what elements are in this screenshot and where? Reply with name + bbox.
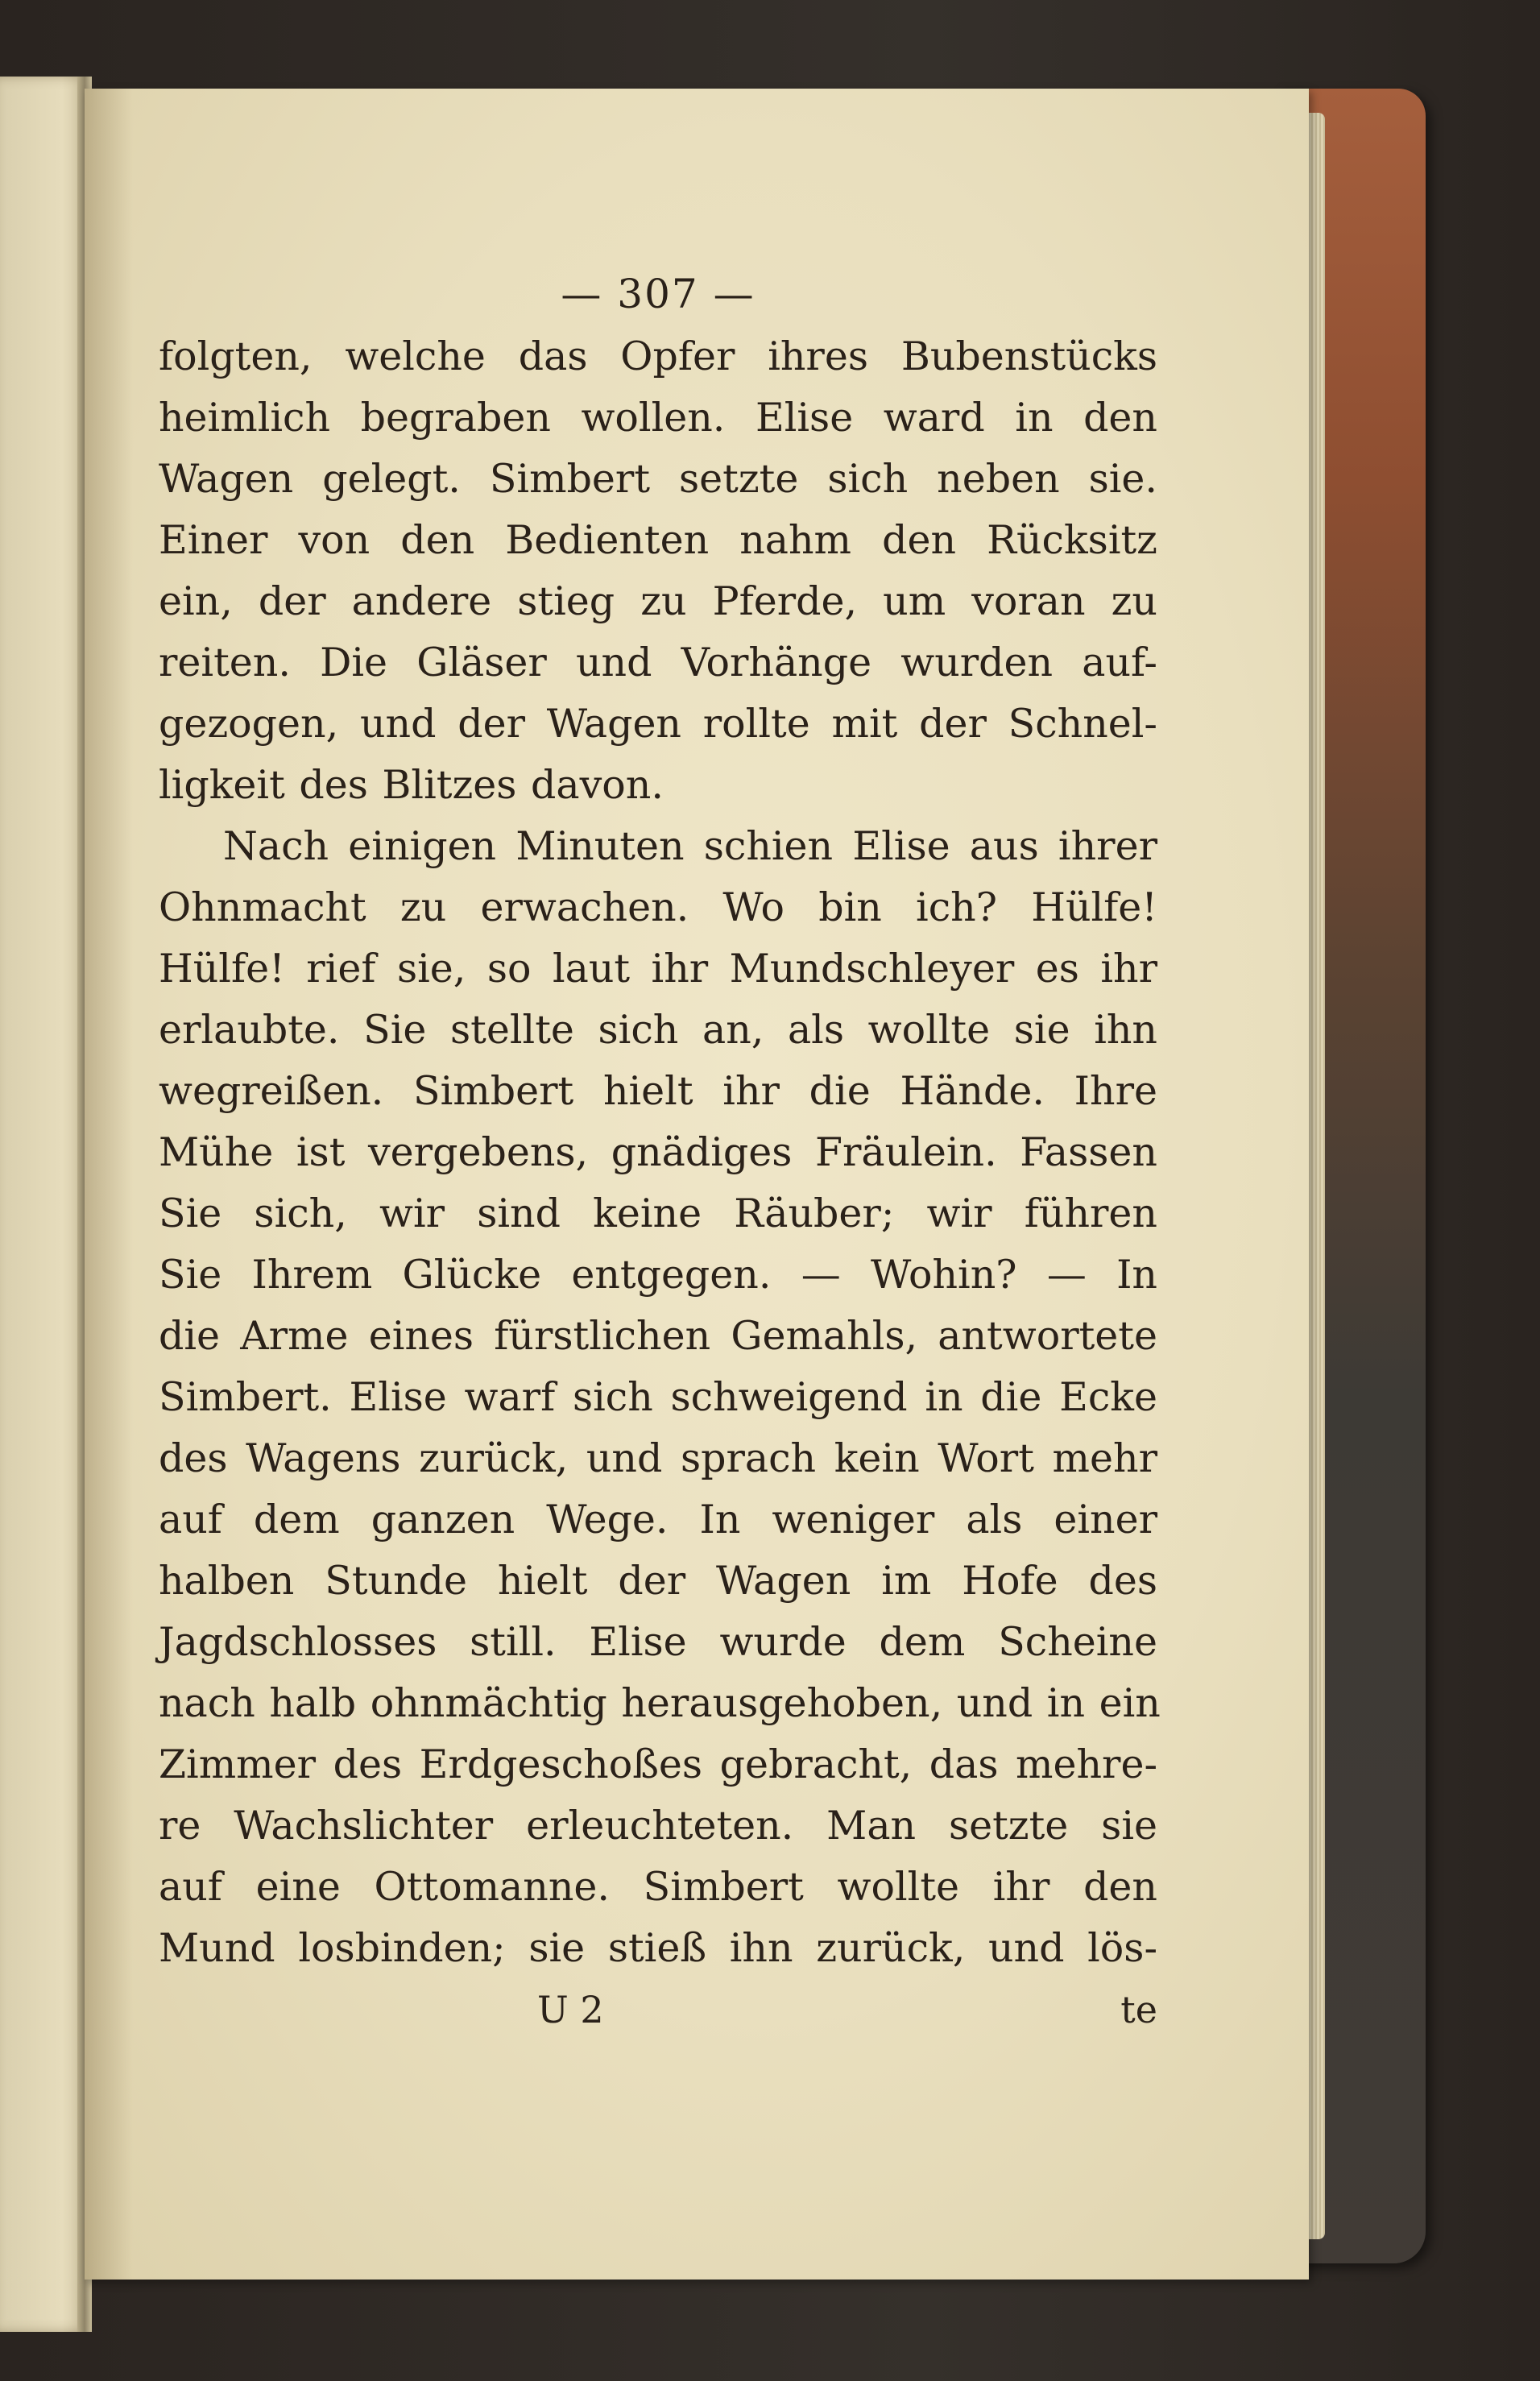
page-text-block <box>159 262 1161 2040</box>
text-line-16: Sie Ihrem Glücke entgegen. — Wohin? — In <box>159 1252 1157 1298</box>
text-line-12: erlaubte. Sie stellte sich an, als wollte sie ihn <box>159 1007 1157 1053</box>
text-line-6: reiten. Die Gläser und Vorhänge wurden auf- <box>159 640 1157 685</box>
text-line-26: auf eine Ottomanne. Simbert wollte ihr den <box>159 1864 1157 1910</box>
page-footer <box>159 1979 1157 2040</box>
text-line-19: des Wagens zurück, und sprach kein Wort mehr <box>159 1435 1157 1481</box>
text-line-17: die Arme eines fürstlichen Gemahls, antwortete <box>159 1313 1157 1359</box>
catchword: te <box>1120 1988 1157 2031</box>
page-number-head: — 307 — <box>561 271 756 317</box>
text-line-20: auf dem ganzen Wege. In weniger als einer <box>159 1497 1157 1542</box>
text-line-24: Zimmer des Erdgeschoßes gebracht, das mehre- <box>159 1741 1157 1787</box>
text-line-9: Nach einigen Minuten schien Elise aus ihrer <box>223 823 1157 869</box>
text-line-8: ligkeit des Blitzes davon. <box>159 762 664 808</box>
text-line-4: Einer von den Bedienten nahm den Rücksitz <box>159 517 1157 563</box>
text-line-1: folgten, welche das Opfer ihres Bubenstücks <box>159 333 1157 379</box>
text-line-3: Wagen gelegt. Simbert setzte sich neben sie. <box>159 456 1157 502</box>
text-line-13: wegreißen. Simbert hielt ihr die Hände. Ihre <box>159 1068 1157 1114</box>
signature-mark: U 2 <box>537 1988 604 2031</box>
book-page <box>85 89 1309 2280</box>
text-line-15: Sie sich, wir sind keine Räuber; wir führen <box>159 1190 1157 1236</box>
text-line-23: nach halb ohnmächtig herausgehoben, und in ein <box>159 1680 1161 1726</box>
text-line-21: halben Stunde hielt der Wagen im Hofe des <box>159 1558 1157 1604</box>
text-line-18: Simbert. Elise warf sich schweigend in die Ecke <box>159 1374 1157 1420</box>
text-line-10: Ohnmacht zu erwachen. Wo bin ich? Hülfe! <box>159 884 1157 930</box>
text-line-25: re Wachslichter erleuchteten. Man setzte sie <box>159 1803 1157 1849</box>
text-line-22: Jagdschlosses still. Elise wurde dem Scheine <box>159 1619 1157 1665</box>
text-line-11: Hülfe! rief sie, so laut ihr Mundschleyer es ihr <box>159 946 1157 992</box>
facing-page-edge <box>0 77 89 2332</box>
text-line-27: Mund losbinden; sie stieß ihn zurück, und lös- <box>159 1925 1157 1971</box>
text-line-2: heimlich begraben wollen. Elise ward in den <box>159 395 1157 441</box>
text-line-14: Mühe ist vergebens, gnädiges Fräulein. Fassen <box>159 1129 1157 1175</box>
text-line-7: gezogen, und der Wagen rollte mit der Schnel- <box>159 701 1157 747</box>
text-line-5: ein, der andere stieg zu Pferde, um voran zu <box>159 578 1157 624</box>
